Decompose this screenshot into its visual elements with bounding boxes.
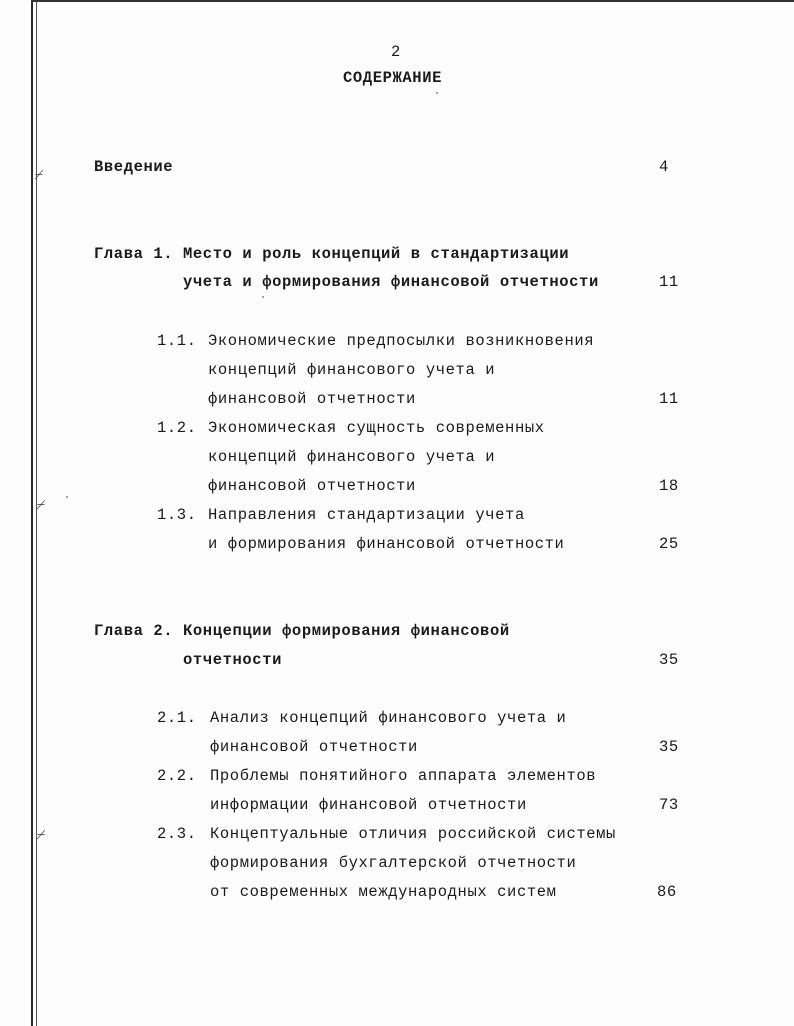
toc-intro-label: Введение [94, 158, 174, 176]
toc-section-line: Анализ концепций финансового учета и [210, 709, 567, 727]
toc-chapter2-prefix: Глава 2. [94, 622, 174, 640]
toc-chapter1-title-line1: Место и роль концепций в стандартизации [183, 245, 570, 263]
toc-section-number: 2.1. [157, 709, 197, 727]
toc-section-page: 25 [659, 535, 679, 553]
toc-intro-page: 4 [659, 158, 669, 176]
toc-section-number: 1.1. [157, 332, 197, 350]
toc-section-line: концепций финансового учета и [208, 361, 496, 379]
margin-tick-mark: ⌿ [36, 828, 44, 843]
toc-section-page: 35 [659, 738, 679, 756]
toc-section-page: 11 [659, 390, 679, 408]
page-title: СОДЕРЖАНИЕ [343, 69, 443, 87]
toc-section-line: финансовой отчетности [208, 477, 416, 495]
toc-section-page: 86 [657, 883, 677, 901]
toc-section-line: информации финансовой отчетности [210, 796, 527, 814]
toc-chapter1-prefix: Глава 1. [94, 245, 174, 263]
toc-section-line: концепций финансового учета и [208, 448, 496, 466]
page-number: 2 [391, 43, 401, 61]
toc-section-number: 1.2. [157, 419, 197, 437]
margin-tick-mark: ⌿ [36, 498, 44, 513]
toc-section-line: и формирования финансовой отчетности [208, 535, 565, 553]
page-border-left [31, 0, 33, 1026]
toc-chapter1-page: 11 [659, 273, 679, 291]
toc-section-line: Экономические предпосылки возникновения [208, 332, 595, 350]
toc-chapter2-title-line2: отчетности [183, 651, 283, 669]
toc-section-line: финансовой отчетности [210, 738, 418, 756]
margin-tick-mark: ⌿ [34, 168, 42, 183]
scan-speck [262, 296, 264, 298]
toc-section-line: финансовой отчетности [208, 390, 416, 408]
toc-section-line: Направления стандартизации учета [208, 506, 525, 524]
toc-chapter2-title-line1: Концепции формирования финансовой [183, 622, 510, 640]
toc-section-number: 1.3. [157, 506, 197, 524]
scan-speck [436, 92, 438, 94]
toc-chapter2-page: 35 [659, 651, 679, 669]
page-border-left-inner [36, 0, 37, 1026]
scan-speck [66, 496, 68, 498]
toc-chapter1-title-line2: учета и формирования финансовой отчетности [183, 273, 599, 291]
toc-section-page: 73 [659, 796, 679, 814]
toc-section-line: Концептуальные отличия российской системы [210, 825, 616, 843]
toc-section-line: Экономическая сущность современных [208, 419, 545, 437]
toc-section-line: от современных международных систем [210, 883, 557, 901]
page-border-top [31, 0, 794, 2]
toc-section-page: 18 [659, 477, 679, 495]
toc-section-number: 2.3. [157, 825, 197, 843]
toc-section-line: формирования бухгалтерской отчетности [210, 854, 577, 872]
toc-section-number: 2.2. [157, 767, 197, 785]
toc-section-line: Проблемы понятийного аппарата элементов [210, 767, 597, 785]
